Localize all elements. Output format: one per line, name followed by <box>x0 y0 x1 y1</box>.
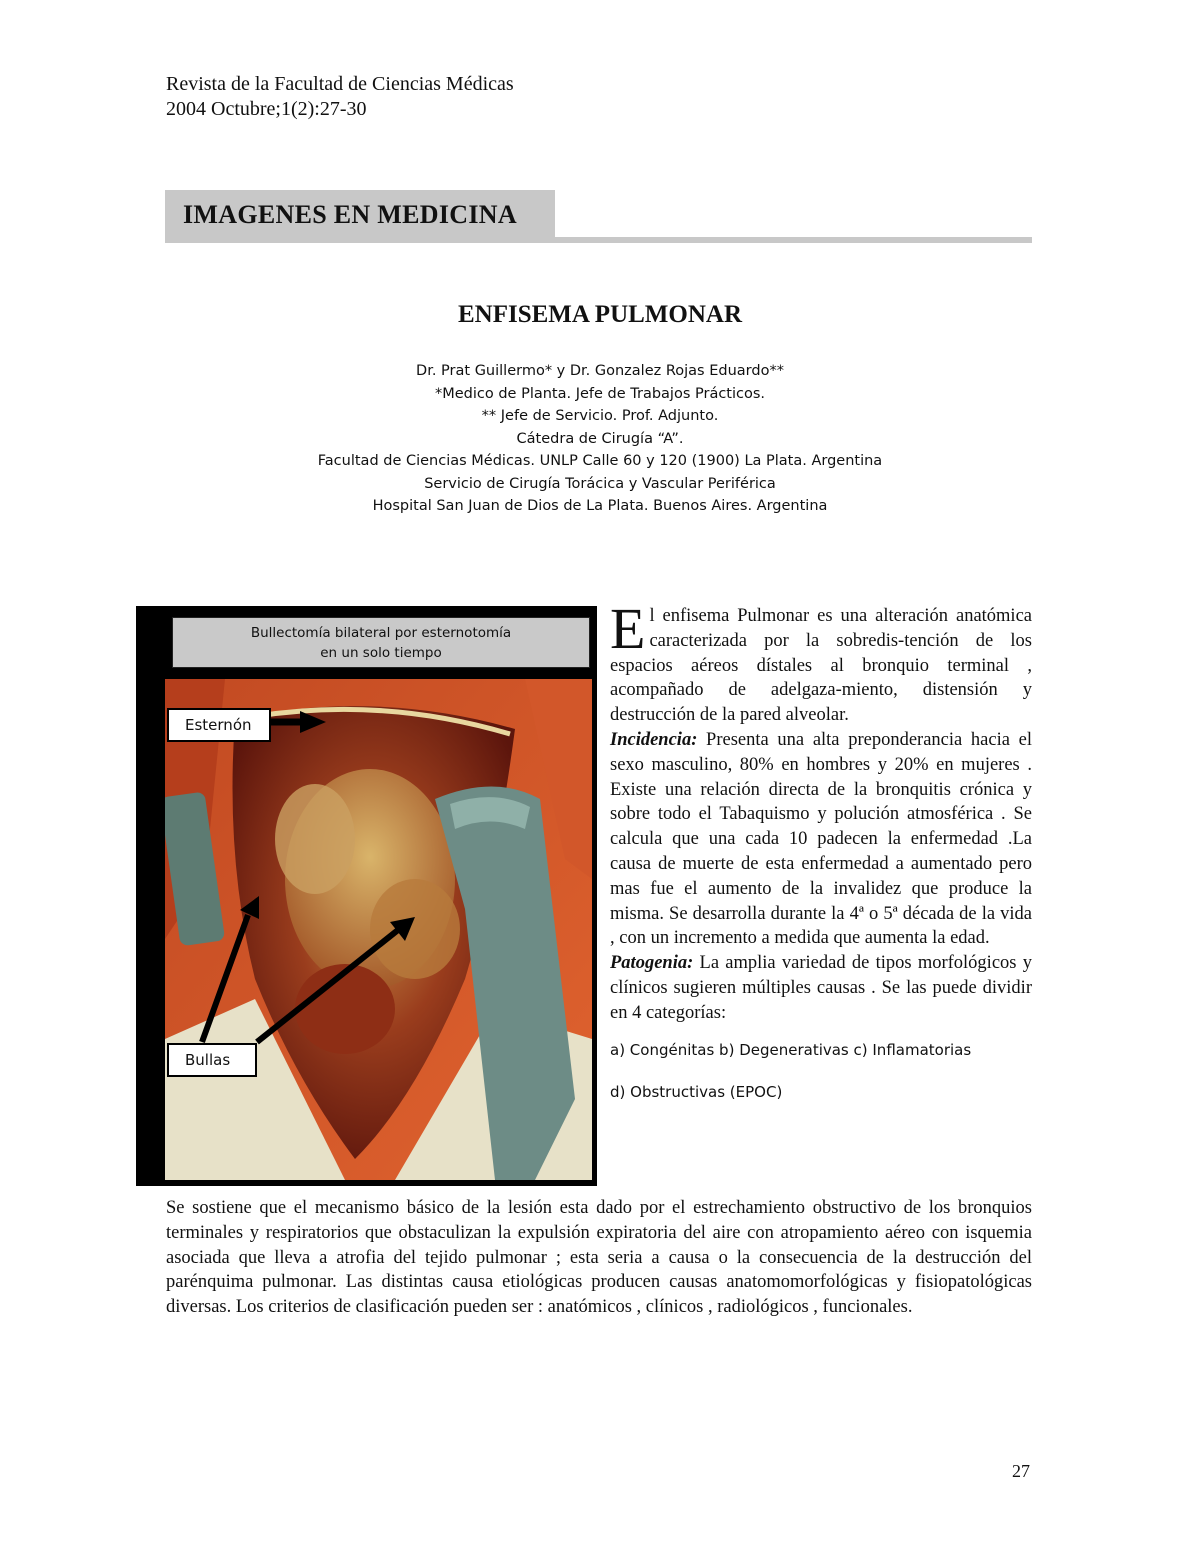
article-title: ENFISEMA PULMONAR <box>457 301 743 328</box>
section-title: IMAGENES EN MEDICINA <box>183 200 517 229</box>
categories-line: a) Congénitas b) Degenerativas c) Inflamatorias <box>610 1040 972 1059</box>
categories-line: d) Obstructivas (EPOC) <box>610 1082 783 1101</box>
label-sternum: Esternón <box>167 708 271 742</box>
incidence-label: Incidencia: <box>610 729 698 750</box>
affiliation-line: ** Jefe de Servicio. Prof. Adjunto. <box>481 408 719 424</box>
pathogenesis-text: La amplia variedad de tipos morfológicos y clínicos sugieren múltiples causas . Se las puede dividir en 4 categorías: <box>610 953 1032 1023</box>
authors-line: Dr. Prat Guillermo* y Dr. Gonzalez Rojas Eduardo** <box>416 363 784 379</box>
affiliation-line: Cátedra de Cirugía “A”. <box>516 430 684 447</box>
pathogenesis-label: Patogenia: <box>610 953 694 974</box>
bullae-arrow-right <box>257 917 415 1042</box>
caption-line: Bullectomía bilateral por esternotomía <box>250 625 512 641</box>
incidence-paragraph <box>610 728 1032 951</box>
incidence-text: Presenta una alta preponderancia hacia el sexo masculino, 80% en hombres y 20% en mujeres . Existe una relación directa de la bronquitis crónica y sobre todo el Tabaquismo y polución atmosférica . Se calcula que una cada 10 padecen la enfermedad .La causa de muerte de esta enfermedad a aumentado pero mas fue el aumento de la invalidez que produce la misma. Se desarrolla durante la 4ª o 5ª década de la vida , con un incremento a medida que aumenta la edad. <box>610 729 1032 949</box>
intro-text: l enfisema Pulmonar es una alteración anatómica caracterizada por la sobredis-tención de los espacios aéreos dístales al bronquio terminal , acompañado de adelgaza-miento, distensión y destrucción de la pared alveolar. <box>610 606 1032 726</box>
pathogenesis-paragraph <box>610 951 1032 1025</box>
journal-name: Revista de la Facultad de Ciencias Médicas <box>166 73 514 95</box>
body-paragraph: Se sostiene que el mecanismo básico de la lesión esta dado por el estrechamiento obstructivo de los bronquios terminales y respiratorios que obstaculizan la expulsión expiratoria del aire con atropamiento aéreo con isquemia asociada que lleva a atrofia del tejido pulmonar ; esta seria a causa o la consecuencia de la destrucción del parénquima pulmonar. Las distintas causa etiológicas producen causas anatomomorfológicas y fisiopatológicas diversas. Los criterios de clasificación pueden ser : anatómicos , clínicos , radiológicos , funcionales. <box>166 1198 1032 1318</box>
affiliation-line: *Medico de Planta. Jefe de Trabajos Prácticos. <box>434 385 766 402</box>
journal-citation: 2004 Octubre;1(2):27-30 <box>166 98 367 120</box>
drop-cap: E <box>610 596 646 661</box>
sternum-arrow <box>271 711 326 733</box>
intro-paragraph <box>610 596 1032 728</box>
affiliation-line: Facultad de Ciencias Médicas. UNLP Calle 60 y 120 (1900) La Plata. Argentina <box>317 453 883 469</box>
right-column <box>610 596 1032 1102</box>
bullae-arrow-left <box>202 896 259 1042</box>
affiliation-line: Hospital San Juan de Dios de La Plata. Buenos Aires. Argentina <box>372 498 828 514</box>
page-number: 27 <box>1012 1461 1030 1481</box>
caption-line: en un solo tiempo <box>320 645 442 661</box>
label-bullae: Bullas <box>167 1043 257 1077</box>
affiliation-line: Servicio de Cirugía Torácica y Vascular Periférica <box>424 475 776 492</box>
